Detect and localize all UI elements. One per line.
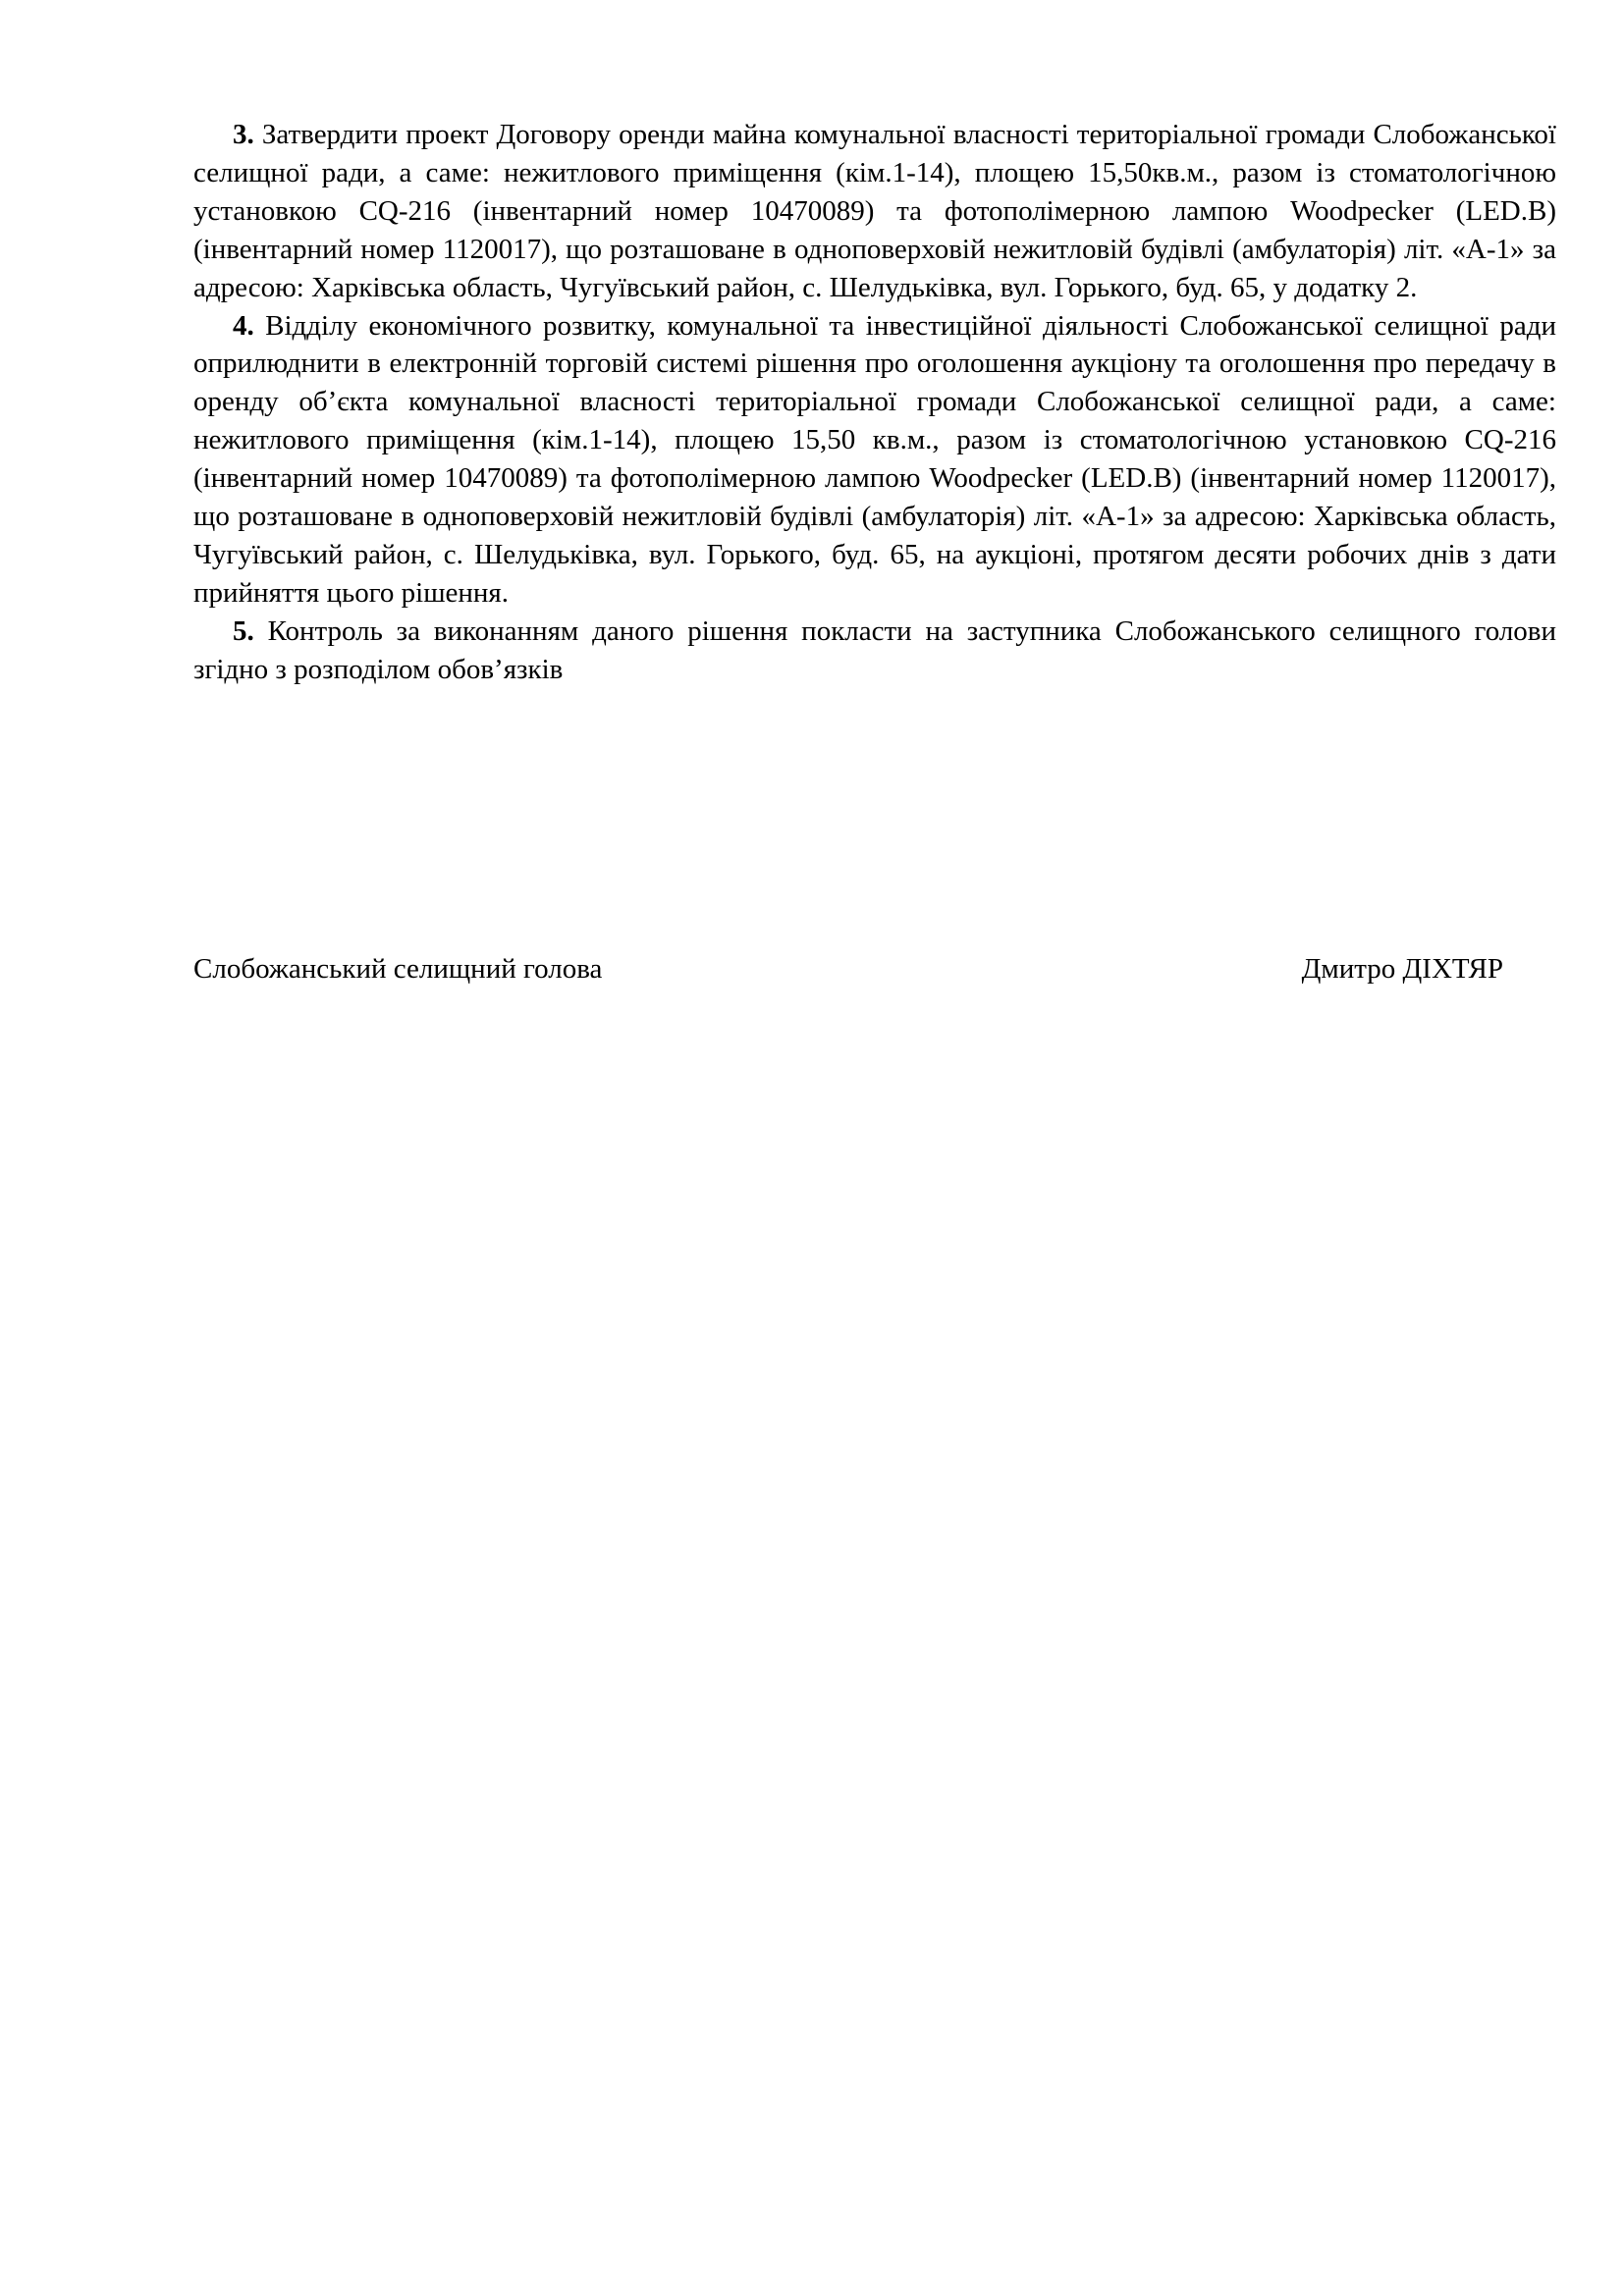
paragraph-number: 3. bbox=[233, 119, 254, 150]
signature-block bbox=[193, 950, 1503, 988]
paragraph-3 bbox=[193, 116, 1556, 307]
paragraph-4 bbox=[193, 307, 1556, 613]
signatory-name: Дмитро ДІХТЯР bbox=[1301, 953, 1503, 985]
document-body bbox=[193, 116, 1556, 689]
paragraph-5 bbox=[193, 613, 1556, 689]
paragraph-number: 5. bbox=[233, 614, 254, 647]
paragraph-text: Контроль за виконанням даного рішення покласти на заступника Слобожанського селищного голови згідно з розподілом обов’язків bbox=[193, 614, 1557, 685]
paragraph-number: 4. bbox=[233, 309, 254, 342]
paragraph-text: Затвердити проект Договору оренди майна комунальної власності територіальної громади Слобожанської селищної ради, а саме: нежитлового приміщення (кім.1-14), площею 15,50кв.м., разом із стоматологічною установкою CQ-216 (інвентарний номер 10470089) та фотополімерною лампою Woodpecker (LED.B) (інвентарний номер 1120017), що розташоване в одноповерховій нежитловій будівлі (амбулаторія) літ. «А-1» за адресою: Харківська область, Чугуївський район, с. Шелудьківка, вул. Горького, буд. 65, у додатку 2. bbox=[193, 119, 1556, 303]
paragraph-text: Відділу економічного розвитку, комунальної та інвестиційної діяльності Слобожанської селищної ради оприлюднити в електронній торговій системі рішення про оголошення аукціону та оголошення про передачу в оренду об’єкта комунальної власності територіальної громади Слобожанської селищної ради, а саме: нежитлового приміщення (кім.1-14), площею 15,50 кв.м., разом із стоматологічною установкою CQ-216 (інвентарний номер 10470089) та фотополімерною лампою Woodpecker (LED.B) (інвентарний номер 1120017), що розташоване в одноповерховій нежитловій будівлі (амбулаторія) літ. «А-1» за адресою: Харківська область, Чугуївський район, с. Шелудьківка, вул. Горького, буд. 65, на аукціоні, протягом десяти робочих днів з дати прийняття цього рішення. bbox=[193, 309, 1556, 609]
signatory-position: Слобожанський селищний голова bbox=[193, 953, 603, 985]
